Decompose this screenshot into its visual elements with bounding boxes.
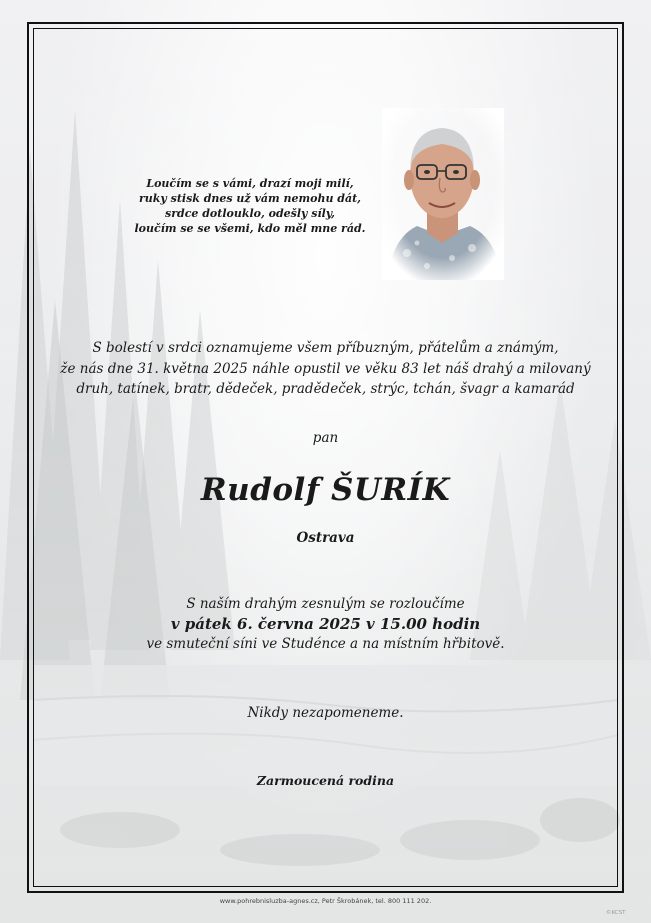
announcement-line: S bolestí v srdci oznamujeme všem příbuzným, přátelům a známým, <box>92 340 559 356</box>
deceased-name: Rudolf ŠURÍK <box>200 472 451 508</box>
deceased-portrait-photo <box>382 108 504 280</box>
farewell-intro: S naším drahým zesnulým se rozloučíme <box>186 596 465 612</box>
poem-line: srdce dotlouklo, odešly síly, <box>165 207 335 220</box>
funeral-place: ve smuteční síni ve Studénce a na místním hřbitově. <box>146 636 505 652</box>
poem-line: Loučím se s vámi, drazí moji milí, <box>146 177 354 190</box>
poem-line: ruky stisk dnes už vám nemohu dát, <box>138 192 362 205</box>
deceased-city: Ostrava <box>296 530 355 546</box>
salutation: pan <box>312 430 339 446</box>
funeral-details <box>50 594 601 654</box>
death-announcement <box>50 338 601 400</box>
announcement-line: druh, tatínek, bratr, dědeček, pradědeček, strýc, tchán, švagr a kamarád <box>76 381 575 397</box>
closing-line: Nikdy nezapomeneme. <box>247 705 404 721</box>
inner-black-frame <box>33 28 618 887</box>
announcement-line: že nás dne 31. května 2025 náhle opustil ve věku 83 let náš drahý a milovaný <box>60 360 591 377</box>
funeral-date-time: v pátek 6. června 2025 v 15.00 hodin <box>170 615 481 633</box>
farewell-poem <box>100 176 400 236</box>
funeral-service-footer: www.pohrebnisluzba-agnes.cz, Petr Škrobánek, tel. 800 111 202. <box>219 897 432 905</box>
corner-copyright-mark: ©KCST <box>606 910 626 916</box>
signature-family: Zarmoucená rodina <box>256 773 395 788</box>
poem-line: loučím se se všemi, kdo měl mne rád. <box>134 222 366 235</box>
